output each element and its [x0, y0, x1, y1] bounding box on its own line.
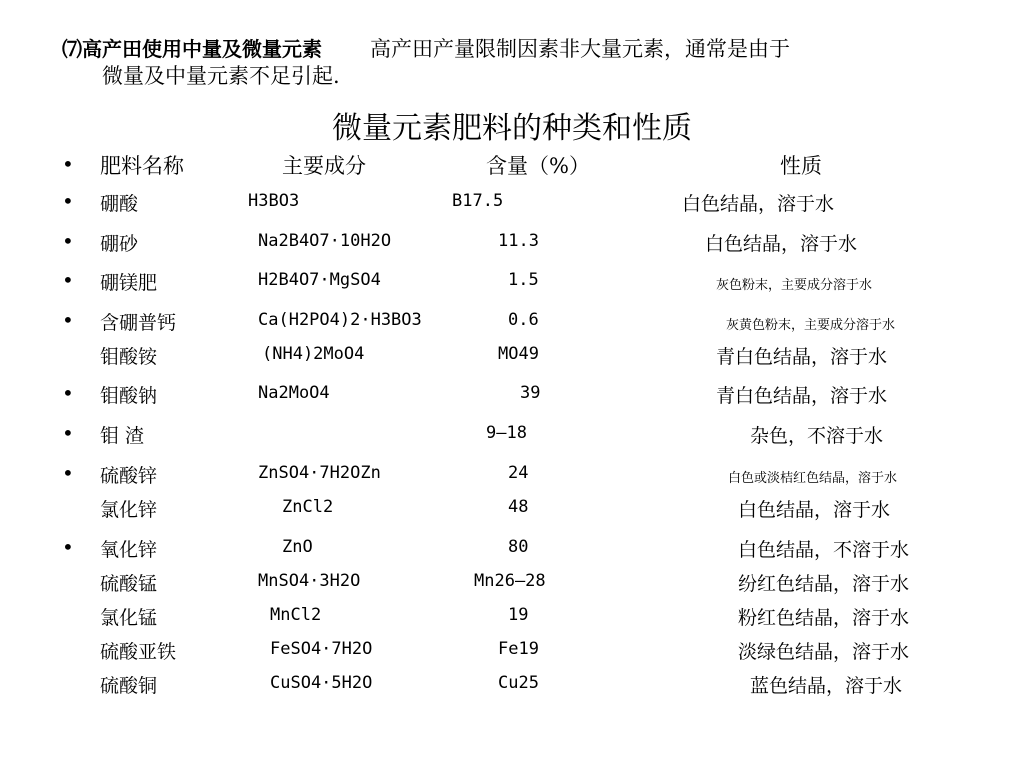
property: 灰黄色粉末，主要成分溶于水 — [726, 318, 896, 333]
fertilizer-name: 氯化锰 — [100, 607, 158, 629]
table-row — [0, 569, 1024, 599]
bullet: • — [62, 268, 74, 292]
fertilizer-name: 钼酸钠 — [100, 385, 158, 407]
property: 青白色结晶，溶于水 — [716, 385, 888, 407]
main-component: ZnSO4·7H2OZn — [258, 463, 381, 483]
fertilizer-name: 氯化锌 — [100, 499, 158, 521]
header-name: 肥料名称 — [100, 154, 184, 178]
bullet: • — [62, 152, 74, 176]
main-component: CuSO4·5H2O — [270, 673, 373, 693]
content-percent: Cu25 — [498, 673, 539, 693]
intro-line-2: 微量及中量元素不足引起. — [102, 64, 340, 88]
content-percent: 24 — [508, 463, 529, 483]
fertilizer-name: 硫酸亚铁 — [100, 641, 177, 663]
property: 白色或淡桔红色结晶，溶于水 — [728, 471, 898, 486]
content-percent: 11.3 — [498, 231, 539, 251]
content-percent: MO49 — [498, 344, 539, 364]
table-row — [0, 268, 1024, 298]
table-row — [0, 637, 1024, 667]
fertilizer-name: 硼镁肥 — [100, 272, 158, 294]
intro-paragraph — [62, 36, 1002, 88]
bullet: • — [62, 189, 74, 213]
content-percent: 0.6 — [508, 310, 539, 330]
table-row — [0, 189, 1024, 219]
header-component: 主要成分 — [282, 154, 366, 178]
main-component: H2B4O7·MgSO4 — [258, 270, 381, 290]
main-component: H3BO3 — [248, 191, 300, 211]
content-percent: 19 — [508, 605, 529, 625]
main-component: MnCl2 — [270, 605, 322, 625]
content-percent: Mn26—28 — [474, 571, 546, 591]
bullet: • — [62, 308, 74, 332]
property: 灰色粉末，主要成分溶于水 — [716, 278, 873, 293]
intro-rest: 高产田产量限制因素非大量元素，通常是由于 — [370, 37, 790, 61]
table-row — [0, 535, 1024, 565]
table-row — [0, 421, 1024, 451]
property: 粉红色结晶，溶于水 — [738, 607, 910, 629]
main-component: (NH4)2MoO4 — [262, 344, 365, 364]
header-property: 性质 — [780, 154, 822, 178]
table-row — [0, 461, 1024, 491]
main-component: FeSO4·7H2O — [270, 639, 373, 659]
bullet: • — [62, 421, 74, 445]
property: 蓝色结晶，溶于水 — [750, 675, 903, 697]
table-row — [0, 603, 1024, 633]
property: 纷红色结晶，溶于水 — [738, 573, 910, 595]
fertilizer-name: 硫酸锌 — [100, 465, 158, 487]
fertilizer-name: 钼 渣 — [100, 425, 145, 447]
property: 白色结晶，不溶于水 — [738, 539, 910, 561]
header-content: 含量（%） — [486, 154, 590, 178]
table-row — [0, 381, 1024, 411]
property: 白色结晶，溶于水 — [738, 499, 891, 521]
fertilizer-name: 硫酸铜 — [100, 675, 158, 697]
property: 淡绿色结晶，溶于水 — [738, 641, 910, 663]
bullet: • — [62, 381, 74, 405]
bullet: • — [62, 535, 74, 559]
content-percent: 39 — [520, 383, 541, 403]
page-title: 微量元素肥料的种类和性质 — [332, 111, 692, 146]
content-percent: 1.5 — [508, 270, 539, 290]
bullet: • — [62, 461, 74, 485]
table-row — [0, 495, 1024, 525]
property: 杂色，不溶于水 — [750, 425, 884, 447]
fertilizer-name: 钼酸铵 — [100, 346, 158, 368]
table-row — [0, 229, 1024, 259]
main-component: ZnCl2 — [282, 497, 334, 517]
content-percent: 9—18 — [486, 423, 527, 443]
property: 白色结晶，溶于水 — [705, 233, 858, 255]
intro-lead: ⑺高产田使用中量及微量元素 — [62, 37, 322, 61]
main-component: ZnO — [282, 537, 313, 557]
main-component: Na2MoO4 — [258, 383, 330, 403]
table-header — [0, 150, 1024, 180]
main-component: Ca(H2PO4)2·H3BO3 — [258, 310, 422, 330]
content-percent: 80 — [508, 537, 529, 557]
content-percent: 48 — [508, 497, 529, 517]
fertilizer-name: 硫酸锰 — [100, 573, 158, 595]
fertilizer-name: 硼酸 — [100, 193, 139, 215]
table-row — [0, 671, 1024, 701]
fertilizer-name: 硼砂 — [100, 233, 139, 255]
table-row — [0, 308, 1024, 338]
fertilizer-name: 氧化锌 — [100, 539, 158, 561]
fertilizer-name: 含硼普钙 — [100, 312, 177, 334]
content-percent: Fe19 — [498, 639, 539, 659]
main-component: MnSO4·3H2O — [258, 571, 361, 591]
content-percent: B17.5 — [452, 191, 504, 211]
property: 青白色结晶，溶于水 — [716, 346, 888, 368]
table-row — [0, 342, 1024, 372]
main-component: Na2B4O7·10H2O — [258, 231, 392, 251]
property: 白色结晶，溶于水 — [682, 193, 835, 215]
bullet: • — [62, 229, 74, 253]
